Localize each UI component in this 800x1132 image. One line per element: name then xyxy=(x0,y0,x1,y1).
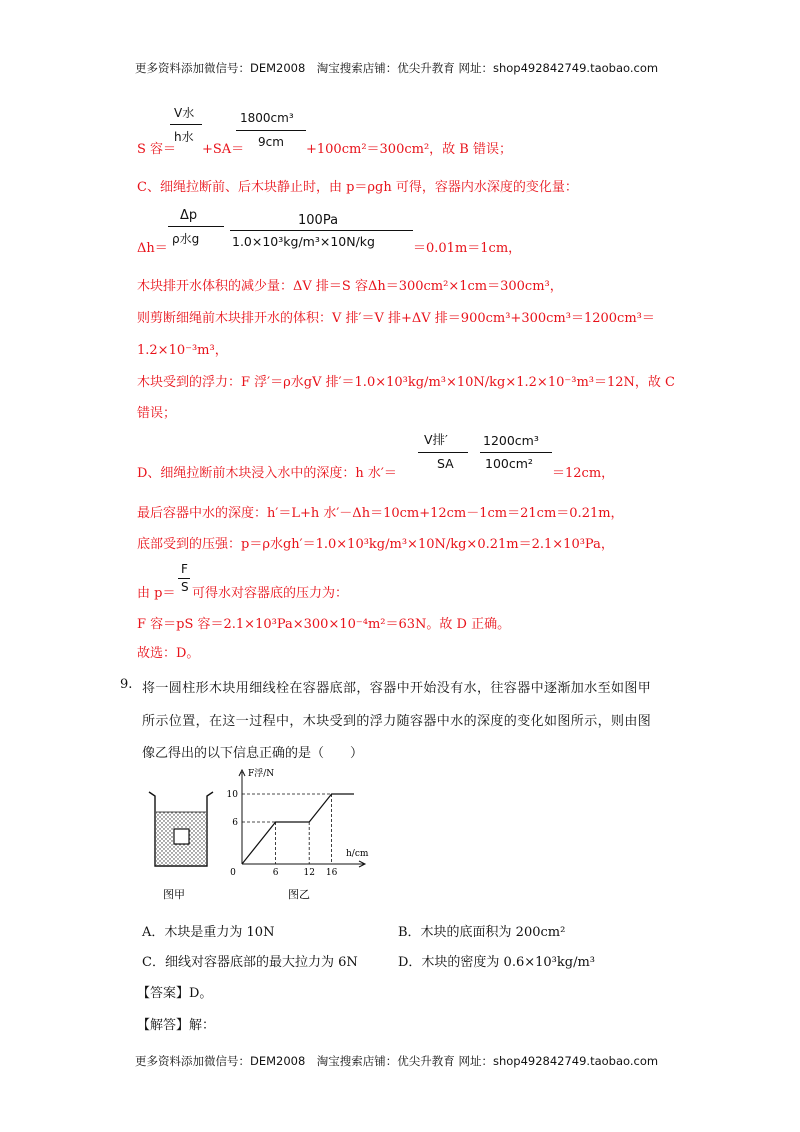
analysis-line: 【解答】解： xyxy=(137,1018,216,1033)
pf-prefix: 由 p＝ xyxy=(137,586,176,601)
c-intro: C、细绳拉断前、后木块静止时，由 p＝ρgh 可得，容器内水深度的变化量： xyxy=(137,180,578,195)
option-b[interactable]: B．木块的底面积为 200cm² xyxy=(398,925,566,940)
s-mid: +SA＝ xyxy=(202,142,245,157)
fraction-dp-numerator: Δp xyxy=(180,208,198,223)
fraction-f-numerator: F xyxy=(181,562,188,576)
d-suffix: ＝12cm， xyxy=(552,466,615,481)
fraction-h-water-denominator: h水 xyxy=(174,130,194,144)
page-footer: 更多资料添加微信号：DEM2008 淘宝搜索店铺：优尖升教育 网址：shop492842749.taobao.com xyxy=(135,1054,659,1068)
question-line-1: 将一圆柱形木块用细线栓在容器底部，容器中开始没有水，往容器中逐渐加水至如图甲 xyxy=(142,681,652,696)
page-header: 更多资料添加微信号：DEM2008 淘宝搜索店铺：优尖升教育 网址：shop492842749.taobao.com xyxy=(135,61,659,75)
buoyancy-chart xyxy=(222,766,372,880)
line-pressure: 底部受到的压强：p＝ρ水gh′＝1.0×10³kg/m³×10N/kg×0.21m＝2.1×10³Pa， xyxy=(137,537,614,552)
fraction-bar xyxy=(168,226,224,227)
fraction-1800-numerator: 1800cm³ xyxy=(240,111,294,125)
question-line-3: 像乙得出的以下信息正确的是（ ） xyxy=(142,746,364,761)
answer-line: 【答案】D。 xyxy=(137,986,213,1001)
s-prefix: S 容＝ xyxy=(137,142,177,157)
line-buoyancy-2: 错误； xyxy=(137,406,177,421)
line-volume-before-2: 1.2×10⁻³m³， xyxy=(137,343,228,358)
line-volume-decrease: 木块排开水体积的减少量：ΔV 排＝S 容Δh＝300cm²×1cm＝300cm³， xyxy=(137,279,563,294)
line-buoyancy-1: 木块受到的浮力：F 浮′＝ρ水gV 排′＝1.0×10³kg/m³×10N/kg×1.2×10⁻³m³＝12N，故 C xyxy=(137,375,675,390)
fraction-sa-denominator: SA xyxy=(437,456,454,471)
fraction-rho-g-denominator: ρ水g xyxy=(172,232,200,246)
dh-prefix: Δh＝ xyxy=(137,241,168,256)
y-axis-label: F浮/N xyxy=(248,769,275,779)
option-a[interactable]: A．木块是重力为 10N xyxy=(142,925,275,940)
fraction-v-displaced-numerator: V排′ xyxy=(424,432,448,447)
line-volume-before-1: 则剪断细绳前木块排开水的体积：V 排′＝V 排+ΔV 排＝900cm³+300cm³＝1200cm³＝ xyxy=(137,311,655,326)
y-tick-label-10: 10 xyxy=(226,790,238,800)
y-tick-label-6: 6 xyxy=(232,818,238,828)
dh-suffix: ＝0.01m＝1cm， xyxy=(413,241,522,256)
x-axis-label: h/cm xyxy=(346,849,369,859)
option-c[interactable]: C．细线对容器底部的最大拉力为 6N xyxy=(142,955,358,970)
fraction-s-denominator: S xyxy=(181,580,189,594)
line-choose: 故选：D。 xyxy=(137,646,200,661)
x-tick-label-6: 6 xyxy=(272,868,279,878)
figure-a-label: 图甲 xyxy=(163,888,185,901)
series-line xyxy=(242,794,354,864)
x-tick-label-16: 16 xyxy=(325,868,338,878)
x-tick-label-12: 12 xyxy=(303,868,315,878)
line-force-bottom: F 容＝pS 容＝2.1×10³Pa×300×10⁻⁴m²＝63N。故 D 正确。 xyxy=(137,617,511,632)
x-tick-label-0: 0 xyxy=(230,868,236,878)
s-suffix: +100cm²＝300cm²，故 B 错误； xyxy=(306,142,512,157)
fraction-bar xyxy=(480,452,552,453)
fraction-bar xyxy=(230,230,413,231)
option-d[interactable]: D．木块的密度为 0.6×10³kg/m³ xyxy=(398,955,595,970)
fraction-v-water-numerator: V水 xyxy=(174,106,195,120)
question-number: 9. xyxy=(120,677,133,692)
fraction-density-denominator: 1.0×10³kg/m³×10N/kg xyxy=(232,234,375,249)
fraction-9cm-denominator: 9cm xyxy=(258,135,284,149)
fraction-1200-numerator: 1200cm³ xyxy=(483,433,539,448)
fraction-bar xyxy=(178,578,190,579)
pf-suffix: 可得水对容器底的压力为： xyxy=(192,586,349,601)
wooden-block xyxy=(174,829,189,844)
fraction-bar xyxy=(418,452,468,453)
d-prefix: D、细绳拉断前木块浸入水中的深度：h 水′＝ xyxy=(137,466,397,481)
figure-b-label: 图乙 xyxy=(288,888,310,901)
fraction-bar xyxy=(170,124,202,125)
figure-beaker xyxy=(145,786,217,876)
question-line-2: 所示位置，在这一过程中，木块受到的浮力随容器中水的深度的变化如图所示，则由图 xyxy=(142,714,652,729)
fraction-100cm2-denominator: 100cm² xyxy=(485,456,533,471)
fraction-100pa-numerator: 100Pa xyxy=(298,213,339,228)
line-final-depth: 最后容器中水的深度：h′＝L+h 水′－Δh＝10cm+12cm－1cm＝21cm＝0.21m， xyxy=(137,506,624,521)
fraction-bar xyxy=(236,130,306,131)
